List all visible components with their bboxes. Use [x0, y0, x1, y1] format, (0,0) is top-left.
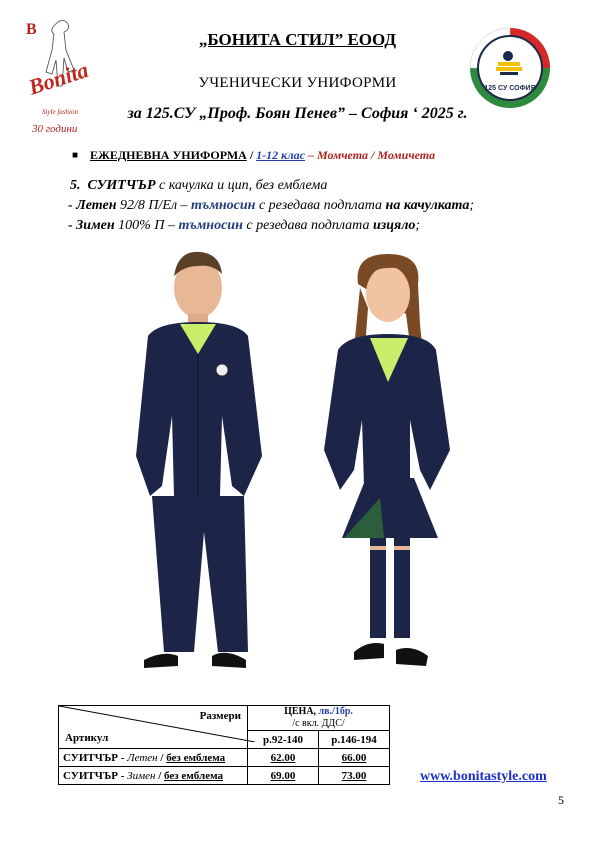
school-title: за 125.СУ „Проф. Боян Пенев” – София ‘ 2025 г.	[127, 105, 468, 122]
price-table	[58, 705, 390, 785]
size-col-2: р.146-194	[319, 731, 390, 749]
price-cell: 69.00	[248, 767, 319, 785]
page-number: 5	[558, 793, 564, 807]
svg-text:B: B	[26, 21, 37, 38]
variant-winter: - Зимен 100% П – тъмносин с резедава подплата изцяло;	[68, 218, 421, 233]
table-row: СУИТЧЪР - Зимен / без емблема 69.00 73.00	[59, 767, 390, 785]
subtitle: УЧЕНИЧЕСКИ УНИФОРМИ	[198, 75, 397, 91]
website-link[interactable]: www.bonitastyle.com	[420, 769, 547, 784]
svg-text:Style fashion: Style fashion	[42, 108, 78, 116]
girl-figure	[324, 254, 450, 666]
table-row: СУИТЧЪР - Летен / без емблема 62.00 66.00	[59, 749, 390, 767]
price-cell: 73.00	[319, 767, 390, 785]
variant-summer: - Летен 92/8 П/Ел – тъмносин с резедава подплата на качулката;	[68, 198, 475, 213]
category-line: ЕЖЕДНЕВНА УНИФОРМА / 1-12 клас – Момчета / Момичета	[90, 148, 436, 162]
bullet-icon: ■	[72, 150, 79, 161]
size-col-1: р.92-140	[248, 731, 319, 749]
logo-years: 30 години	[32, 123, 78, 135]
boy-figure	[136, 252, 262, 668]
item-heading: 5. СУИТЧЪР с качулка и цип, без емблема	[70, 178, 328, 193]
price-cell: 62.00	[248, 749, 319, 767]
price-cell: 66.00	[319, 749, 390, 767]
svg-text:Bonita: Bonita	[25, 57, 92, 100]
company-name: „БОНИТА СТИЛ” ЕООД	[198, 30, 397, 49]
emblem-text: 125 СУ СОФИЯ	[484, 85, 536, 92]
uniform-photo	[108, 248, 453, 696]
price-header: ЦЕНА, лв./1бр. /с вкл. ДДС/	[248, 706, 390, 731]
table-corner-header: Размери Артикул	[59, 706, 248, 749]
